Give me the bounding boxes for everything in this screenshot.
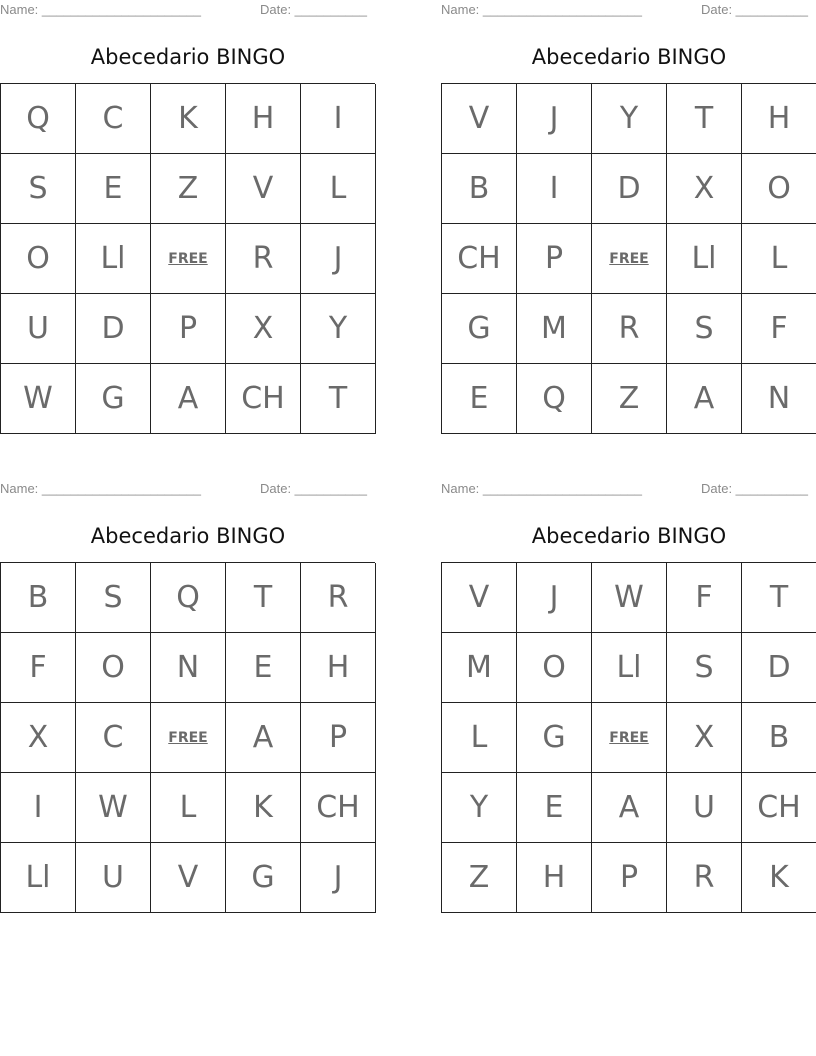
bingo-cell: CH xyxy=(301,773,376,843)
card-title: Abecedario BINGO xyxy=(90,45,286,69)
bingo-cell: E xyxy=(442,364,517,434)
bingo-cell: E xyxy=(517,773,592,843)
bingo-cell: G xyxy=(442,294,517,364)
bingo-cell: A xyxy=(592,773,667,843)
bingo-cell: X xyxy=(667,154,742,224)
bingo-card-1 xyxy=(0,0,376,436)
name-field: Name: ______________________ xyxy=(441,481,642,496)
free-space-cell: FREE xyxy=(151,224,226,294)
name-field: Name: ______________________ xyxy=(0,481,201,496)
bingo-cell: E xyxy=(76,154,151,224)
bingo-cell: Ll xyxy=(592,633,667,703)
bingo-cell: H xyxy=(517,843,592,913)
bingo-card-3 xyxy=(0,479,376,915)
bingo-cell: I xyxy=(301,84,376,154)
bingo-cell: K xyxy=(742,843,816,913)
bingo-cell: CH xyxy=(226,364,301,434)
bingo-cell: W xyxy=(1,364,76,434)
bingo-cell: R xyxy=(226,224,301,294)
bingo-cell: H xyxy=(301,633,376,703)
bingo-cell: V xyxy=(442,563,517,633)
bingo-cell: N xyxy=(151,633,226,703)
bingo-cell: H xyxy=(226,84,301,154)
date-field: Date: __________ xyxy=(260,2,367,17)
date-field: Date: __________ xyxy=(701,481,808,496)
bingo-cell: B xyxy=(1,563,76,633)
bingo-cell: CH xyxy=(442,224,517,294)
bingo-cell: O xyxy=(742,154,816,224)
bingo-cell: M xyxy=(442,633,517,703)
bingo-cell: W xyxy=(592,563,667,633)
bingo-cell: U xyxy=(1,294,76,364)
bingo-cell: K xyxy=(151,84,226,154)
bingo-cell: N xyxy=(742,364,816,434)
bingo-cell: Y xyxy=(442,773,517,843)
bingo-cell: D xyxy=(592,154,667,224)
bingo-cell: T xyxy=(742,563,816,633)
bingo-cell: Y xyxy=(592,84,667,154)
bingo-cell: X xyxy=(1,703,76,773)
bingo-cell: G xyxy=(76,364,151,434)
bingo-cell: F xyxy=(667,563,742,633)
bingo-cell: J xyxy=(517,84,592,154)
bingo-cell: L xyxy=(301,154,376,224)
bingo-cell: T xyxy=(667,84,742,154)
free-space-cell: FREE xyxy=(592,703,667,773)
bingo-cell: S xyxy=(667,633,742,703)
bingo-cell: O xyxy=(517,633,592,703)
bingo-cell: Q xyxy=(517,364,592,434)
bingo-cell: K xyxy=(226,773,301,843)
bingo-cell: I xyxy=(517,154,592,224)
date-field: Date: __________ xyxy=(701,2,808,17)
bingo-card-2 xyxy=(441,0,816,436)
card-title: Abecedario BINGO xyxy=(531,524,727,548)
bingo-cell: A xyxy=(667,364,742,434)
bingo-grid xyxy=(0,562,375,913)
bingo-cell: W xyxy=(76,773,151,843)
bingo-card-4 xyxy=(441,479,816,915)
free-space-cell: FREE xyxy=(592,224,667,294)
bingo-cell: R xyxy=(667,843,742,913)
bingo-cell: T xyxy=(226,563,301,633)
bingo-cell: CH xyxy=(742,773,816,843)
bingo-grid xyxy=(441,83,816,434)
bingo-cell: L xyxy=(742,224,816,294)
bingo-cell: L xyxy=(442,703,517,773)
bingo-cell: C xyxy=(76,703,151,773)
bingo-cell: A xyxy=(226,703,301,773)
bingo-cell: E xyxy=(226,633,301,703)
bingo-cell: O xyxy=(1,224,76,294)
bingo-cell: Z xyxy=(442,843,517,913)
bingo-cell: F xyxy=(742,294,816,364)
bingo-cell: D xyxy=(76,294,151,364)
bingo-cell: R xyxy=(301,563,376,633)
bingo-cell: A xyxy=(151,364,226,434)
bingo-cell: Ll xyxy=(1,843,76,913)
bingo-cell: Q xyxy=(1,84,76,154)
bingo-cell: G xyxy=(226,843,301,913)
bingo-cell: V xyxy=(151,843,226,913)
bingo-cell: H xyxy=(742,84,816,154)
bingo-cell: Z xyxy=(592,364,667,434)
name-field: Name: ______________________ xyxy=(0,2,201,17)
bingo-cell: L xyxy=(151,773,226,843)
bingo-cell: P xyxy=(151,294,226,364)
bingo-cell: Z xyxy=(151,154,226,224)
bingo-cell: Y xyxy=(301,294,376,364)
date-field: Date: __________ xyxy=(260,481,367,496)
bingo-cell: J xyxy=(517,563,592,633)
bingo-cell: J xyxy=(301,843,376,913)
bingo-cell: X xyxy=(226,294,301,364)
bingo-cell: J xyxy=(301,224,376,294)
bingo-cell: Ll xyxy=(76,224,151,294)
bingo-cell: P xyxy=(301,703,376,773)
bingo-cell: Ll xyxy=(667,224,742,294)
bingo-cell: C xyxy=(76,84,151,154)
bingo-cell: B xyxy=(442,154,517,224)
bingo-cell: I xyxy=(1,773,76,843)
bingo-cell: U xyxy=(667,773,742,843)
bingo-cell: V xyxy=(226,154,301,224)
bingo-cell: M xyxy=(517,294,592,364)
bingo-cell: S xyxy=(667,294,742,364)
free-space-cell: FREE xyxy=(151,703,226,773)
bingo-cell: S xyxy=(76,563,151,633)
name-field: Name: ______________________ xyxy=(441,2,642,17)
bingo-cell: S xyxy=(1,154,76,224)
card-title: Abecedario BINGO xyxy=(531,45,727,69)
bingo-cell: V xyxy=(442,84,517,154)
bingo-cell: P xyxy=(592,843,667,913)
bingo-cell: Q xyxy=(151,563,226,633)
bingo-cell: X xyxy=(667,703,742,773)
bingo-cell: F xyxy=(1,633,76,703)
bingo-cell: U xyxy=(76,843,151,913)
card-title: Abecedario BINGO xyxy=(90,524,286,548)
bingo-grid xyxy=(441,562,816,913)
bingo-cell: G xyxy=(517,703,592,773)
bingo-cell: T xyxy=(301,364,376,434)
bingo-cell: B xyxy=(742,703,816,773)
bingo-cell: D xyxy=(742,633,816,703)
bingo-cell: P xyxy=(517,224,592,294)
bingo-grid xyxy=(0,83,375,434)
bingo-cell: O xyxy=(76,633,151,703)
bingo-cell: R xyxy=(592,294,667,364)
